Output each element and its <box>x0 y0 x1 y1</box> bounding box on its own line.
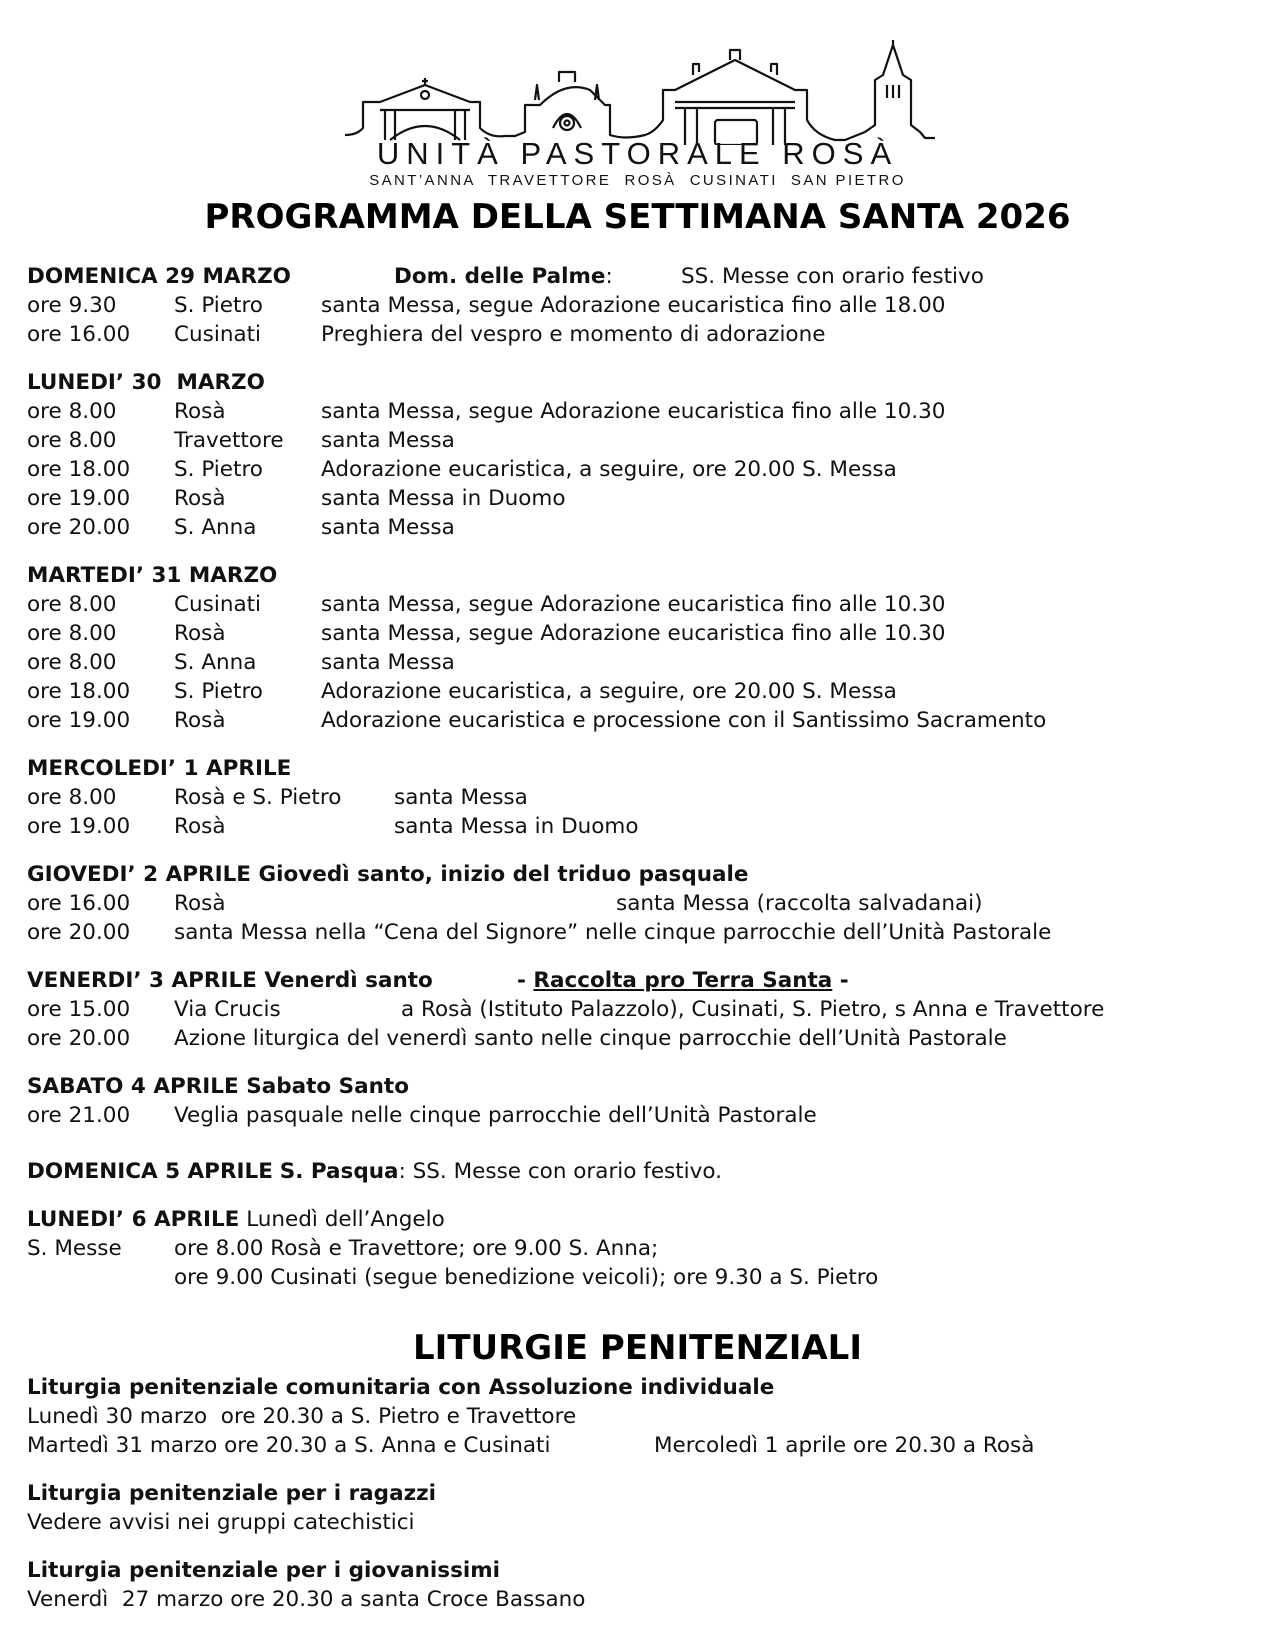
collection-label: Raccolta pro Terra Santa <box>533 968 833 993</box>
collection-note <box>517 966 849 995</box>
day-note: : SS. Messe con orario festivo. <box>398 1159 722 1184</box>
day-section <box>27 1072 1257 1130</box>
event-time: ore 20.00 <box>27 515 131 540</box>
day-header <box>27 1157 1257 1186</box>
event-row <box>27 397 1257 426</box>
day-header <box>27 262 1257 291</box>
block-heading: Liturgia penitenziale per i giovanissimi <box>27 1558 501 1583</box>
event-place: S. Anna <box>174 650 257 675</box>
event-row <box>27 484 1257 513</box>
event-place: Rosà <box>174 891 226 916</box>
day-section <box>27 561 1257 735</box>
day-note: Lunedì dell’Angelo <box>246 1207 445 1232</box>
day-header <box>27 1205 1257 1234</box>
event-row <box>27 648 1257 677</box>
feast-separator: : <box>605 264 613 289</box>
day-section <box>27 966 1257 1053</box>
block-line: Martedì 31 marzo ore 20.30 a S. Anna e Cusinati <box>27 1433 551 1458</box>
event-row <box>27 889 1257 918</box>
event-time: ore 20.00 <box>27 920 131 945</box>
event-desc: Preghiera del vespro e momento di adorazione <box>321 322 826 347</box>
event-place: Cusinati <box>174 322 262 347</box>
feast-name: Dom. delle Palme <box>394 264 606 289</box>
day-section <box>27 1157 1257 1186</box>
event-place: Rosà e S. Pietro <box>174 785 342 810</box>
page-title: PROGRAMMA DELLA SETTIMANA SANTA 2026 <box>204 197 1071 237</box>
event-row <box>27 1234 1257 1263</box>
event-desc: Azione liturgica del venerdì santo nelle cinque parrocchie dell’Unità Pastorale <box>174 1026 1007 1051</box>
day-header <box>27 966 1257 995</box>
block-heading: Liturgia penitenziale comunitaria con Assoluzione individuale <box>27 1375 775 1400</box>
day-date: LUNEDI’ 30 MARZO <box>27 370 265 395</box>
event-row <box>27 513 1257 542</box>
event-place: Travettore <box>174 428 284 453</box>
event-row <box>27 455 1257 484</box>
event-desc: Adorazione eucaristica, a seguire, ore 20.00 S. Messa <box>321 679 897 704</box>
event-time: ore 8.00 <box>27 621 117 646</box>
day-section <box>27 1205 1257 1292</box>
event-desc: santa Messa <box>321 515 455 540</box>
event-time: ore 8.00 <box>27 650 117 675</box>
event-row <box>27 1024 1257 1053</box>
day-feast: Giovedì santo, inizio del triduo pasquale <box>258 862 749 887</box>
event-time: ore 19.00 <box>27 708 131 733</box>
block-line: Venerdì 27 marzo ore 20.30 a santa Croce Bassano <box>27 1587 586 1612</box>
day-note: SS. Messe con orario festivo <box>681 264 984 289</box>
event-row <box>27 590 1257 619</box>
day-header <box>27 860 1257 889</box>
penitential-block <box>27 1556 1257 1614</box>
day-date: DOMENICA 5 APRILE <box>27 1159 273 1184</box>
event-desc: santa Messa, segue Adorazione eucaristica fino alle 10.30 <box>321 621 946 646</box>
event-row <box>27 783 1257 812</box>
event-desc: santa Messa nella “Cena del Signore” nelle cinque parrocchie dell’Unità Pastorale <box>174 920 1052 945</box>
block-line: Lunedì 30 marzo ore 20.30 a S. Pietro e Travettore <box>27 1404 577 1429</box>
dash: - <box>517 968 534 993</box>
event-time: ore 8.00 <box>27 592 117 617</box>
event-place: Rosà <box>174 399 226 424</box>
event-row <box>27 918 1257 947</box>
day-section <box>27 368 1257 542</box>
day-date: SABATO 4 APRILE <box>27 1074 239 1099</box>
event-place: S. Pietro <box>174 457 263 482</box>
event-place: Via Crucis <box>174 997 281 1022</box>
event-time: ore 8.00 <box>27 785 117 810</box>
day-section <box>27 754 1257 841</box>
event-row <box>27 619 1257 648</box>
event-place: Rosà <box>174 708 226 733</box>
event-place: S. Pietro <box>174 679 263 704</box>
event-row <box>27 1101 1257 1130</box>
block-heading: Liturgia penitenziale per i ragazzi <box>27 1481 436 1506</box>
event-place: S. Pietro <box>174 293 263 318</box>
block-aside: Mercoledì 1 aprile ore 20.30 a Rosà <box>654 1433 1035 1458</box>
event-row <box>27 995 1257 1024</box>
event-desc: santa Messa, segue Adorazione eucaristica fino alle 10.30 <box>321 592 946 617</box>
event-time: ore 16.00 <box>27 322 131 347</box>
event-time: ore 16.00 <box>27 891 131 916</box>
church-skyline-icon <box>345 40 935 145</box>
event-desc: Veglia pasquale nelle cinque parrocchie dell’Unità Pastorale <box>174 1103 817 1128</box>
event-row <box>27 320 1257 349</box>
day-date-feast <box>27 966 433 995</box>
event-time: ore 15.00 <box>27 997 131 1022</box>
event-desc: a Rosà (Istituto Palazzolo), Cusinati, S. Pietro, s Anna e Travettore <box>401 997 1105 1022</box>
event-desc: santa Messa, segue Adorazione eucaristica fino alle 18.00 <box>321 293 946 318</box>
day-date: MARTEDI’ 31 MARZO <box>27 563 278 588</box>
event-desc: santa Messa <box>394 785 528 810</box>
event-row <box>27 426 1257 455</box>
event-desc: santa Messa, segue Adorazione eucaristica fino alle 10.30 <box>321 399 946 424</box>
event-place: Cusinati <box>174 592 262 617</box>
day-date: VENERDI’ 3 APRILE <box>27 968 257 993</box>
block-line: Vedere avvisi nei gruppi catechistici <box>27 1510 415 1535</box>
day-header <box>27 1072 1257 1101</box>
event-row <box>27 812 1257 841</box>
event-row <box>27 706 1257 735</box>
event-time: ore 8.00 <box>27 399 117 424</box>
event-desc: santa Messa <box>321 428 455 453</box>
event-desc: santa Messa in Duomo <box>394 814 639 839</box>
event-place: Rosà <box>174 814 226 839</box>
day-date: DOMENICA 29 MARZO <box>27 264 291 289</box>
event-time: ore 20.00 <box>27 1026 131 1051</box>
event-row <box>27 677 1257 706</box>
event-label: S. Messe <box>27 1236 122 1261</box>
event-desc: ore 8.00 Rosà e Travettore; ore 9.00 S. Anna; <box>174 1236 659 1261</box>
day-date: GIOVEDI’ 2 APRILE <box>27 862 251 887</box>
event-time: ore 21.00 <box>27 1103 131 1128</box>
event-time: ore 8.00 <box>27 428 117 453</box>
org-parishes: SANT’ANNA TRAVETTORE ROSÀ CUSINATI SAN PIETRO <box>369 172 906 189</box>
event-desc: santa Messa <box>321 650 455 675</box>
event-time: ore 19.00 <box>27 486 131 511</box>
event-desc: Adorazione eucaristica e processione con il Santissimo Sacramento <box>321 708 1047 733</box>
penitential-block <box>27 1479 1257 1537</box>
penitential-section <box>27 1373 1257 1633</box>
event-desc: ore 9.00 Cusinati (segue benedizione veicoli); ore 9.30 a S. Pietro <box>174 1265 879 1290</box>
section-title: LITURGIE PENITENZIALI <box>413 1328 862 1368</box>
event-desc: santa Messa in Duomo <box>321 486 566 511</box>
day-date: LUNEDI’ 6 APRILE <box>27 1207 240 1232</box>
day-feast: S. Pasqua <box>279 1159 399 1184</box>
schedule <box>27 262 1257 1311</box>
event-time: ore 19.00 <box>27 814 131 839</box>
day-feast: Venerdì santo <box>264 968 433 993</box>
event-time: ore 9.30 <box>27 293 117 318</box>
day-feast: Sabato Santo <box>246 1074 409 1099</box>
day-section <box>27 262 1257 349</box>
event-place: S. Anna <box>174 515 257 540</box>
day-date: MERCOLEDI’ 1 APRILE <box>27 756 292 781</box>
event-time: ore 18.00 <box>27 679 131 704</box>
org-name: UNITÀ PASTORALE ROSÀ <box>376 136 899 171</box>
event-desc: Adorazione eucaristica, a seguire, ore 20.00 S. Messa <box>321 457 897 482</box>
event-time: ore 18.00 <box>27 457 131 482</box>
event-place: Rosà <box>174 486 226 511</box>
penitential-block <box>27 1373 1257 1460</box>
day-feast <box>394 262 613 291</box>
event-desc: santa Messa (raccolta salvadanai) <box>616 891 983 916</box>
event-row <box>27 1263 1257 1292</box>
block-line-row <box>27 1431 1257 1460</box>
dash: - <box>832 968 849 993</box>
event-row <box>27 291 1257 320</box>
event-place: Rosà <box>174 621 226 646</box>
day-section <box>27 860 1257 947</box>
